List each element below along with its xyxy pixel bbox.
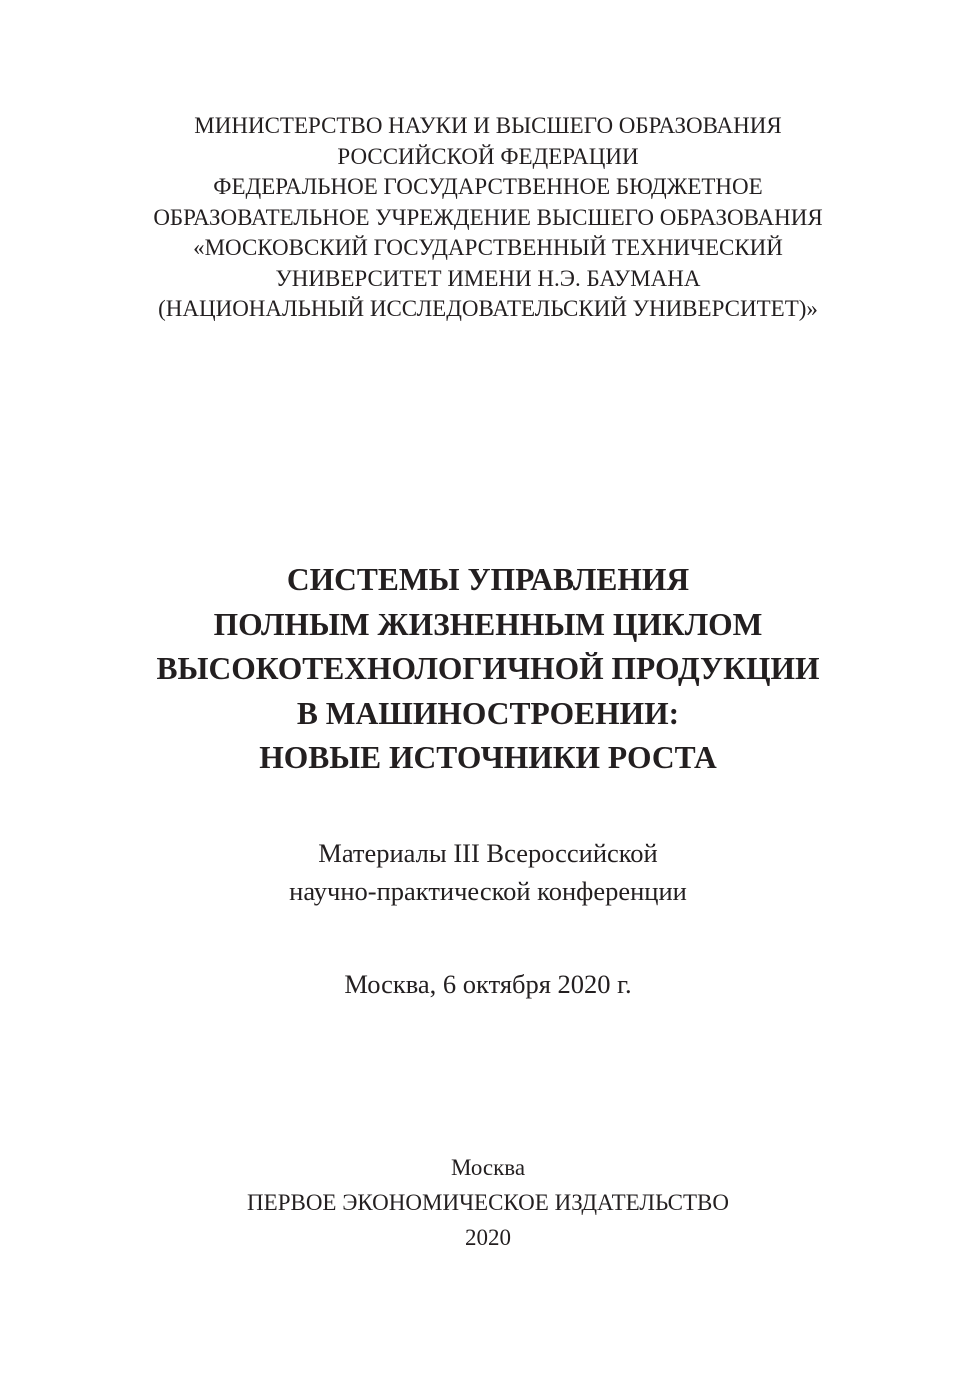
- title-line: НОВЫЕ ИСТОЧНИКИ РОСТА: [259, 740, 717, 775]
- imprint-publisher: ПЕРВОЕ ЭКОНОМИЧЕСКОЕ ИЗДАТЕЛЬСТВО: [247, 1190, 729, 1215]
- header-line: (НАЦИОНАЛЬНЫЙ ИССЛЕДОВАТЕЛЬСКИЙ УНИВЕРСИТЕТ)»: [158, 296, 818, 321]
- imprint-city: Москва: [450, 1155, 526, 1180]
- institution-header: [0, 111, 976, 325]
- title-line: В МАШИНОСТРОЕНИИ:: [296, 695, 680, 731]
- book-subtitle: [0, 835, 976, 910]
- header-line: УНИВЕРСИТЕТ ИМЕНИ Н.Э. БАУМАНА: [275, 265, 701, 291]
- book-title: [0, 558, 976, 781]
- subtitle-line: научно-практической конференции: [289, 875, 687, 906]
- header-line: МИНИСТЕРСТВО НАУКИ И ВЫСШЕГО ОБРАЗОВАНИЯ: [194, 113, 782, 138]
- title-line: ПОЛНЫМ ЖИЗНЕННЫМ ЦИКЛОМ: [213, 606, 763, 642]
- header-line: «МОСКОВСКИЙ ГОСУДАРСТВЕННЫЙ ТЕХНИЧЕСКИЙ: [193, 235, 783, 260]
- title-line: СИСТЕМЫ УПРАВЛЕНИЯ: [286, 562, 690, 597]
- place-date-text: Москва, 6 октября 2020 г.: [344, 969, 632, 999]
- imprint-year: 2020: [465, 1225, 511, 1250]
- title-line: ВЫСОКОТЕХНОЛОГИЧНОЙ ПРОДУКЦИИ: [156, 651, 820, 686]
- conference-place-date: [0, 966, 976, 1003]
- header-line: ОБРАЗОВАТЕЛЬНОЕ УЧРЕЖДЕНИЕ ВЫСШЕГО ОБРАЗОВАНИЯ: [153, 204, 823, 230]
- publisher-imprint: [0, 1150, 976, 1255]
- subtitle-line: Материалы III Всероссийской: [318, 838, 658, 868]
- header-line: РОССИЙСКОЙ ФЕДЕРАЦИИ: [337, 143, 639, 169]
- header-line: ФЕДЕРАЛЬНОЕ ГОСУДАРСТВЕННОЕ БЮДЖЕТНОЕ: [213, 174, 763, 199]
